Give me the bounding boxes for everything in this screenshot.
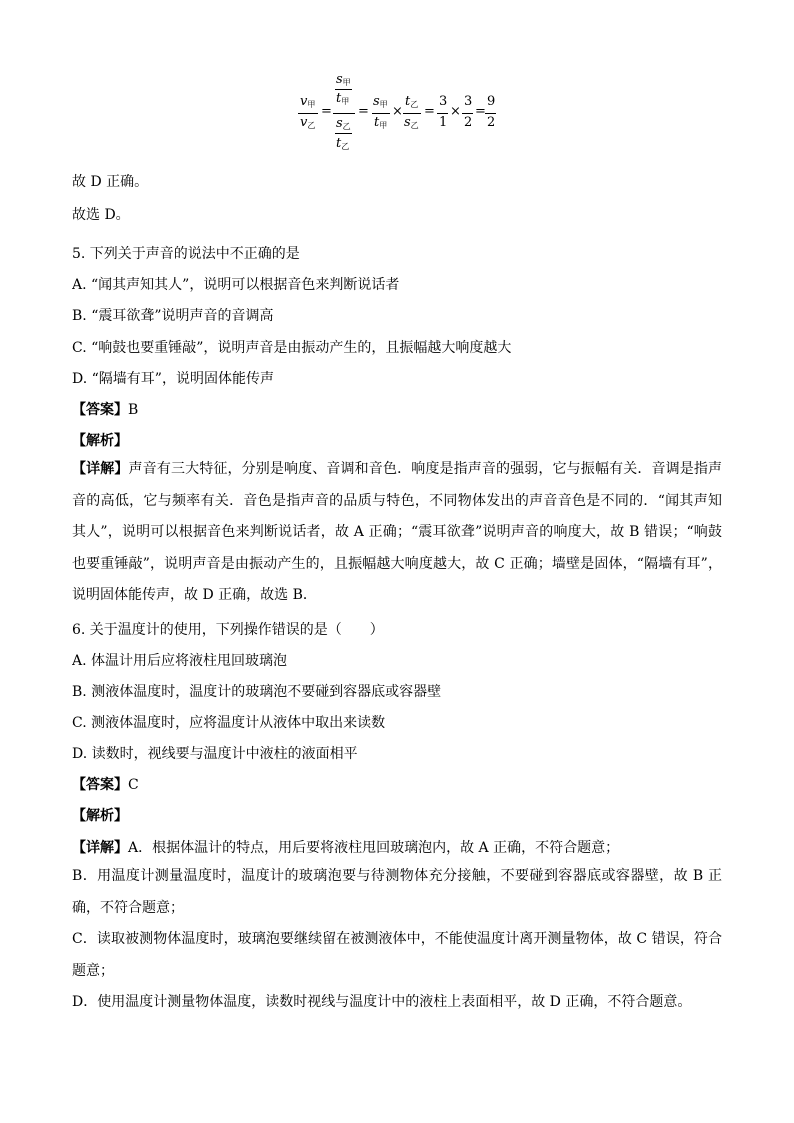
equals-sign: = bbox=[358, 104, 369, 119]
q5-answer bbox=[72, 400, 722, 420]
q5-option-b: B. “震耳欲聋”说明声音的音调高 bbox=[72, 308, 274, 324]
answer-value: B bbox=[128, 402, 139, 418]
equals-sign: = bbox=[424, 104, 435, 119]
equals-sign: = bbox=[475, 104, 486, 119]
formula-s-yi-2: $s_乙$ bbox=[404, 115, 419, 130]
denominator-2: 2 bbox=[464, 115, 473, 130]
equals-sign: = bbox=[321, 104, 332, 119]
formula-t-jia: $t_甲$ bbox=[336, 91, 350, 106]
speed-ratio-formula bbox=[298, 70, 518, 156]
fraction-bar bbox=[335, 133, 352, 134]
q4-conclusion: 故 D 正确。 bbox=[72, 174, 149, 190]
q6-option-a: A. 体温计用后应将液柱甩回玻璃泡 bbox=[72, 653, 288, 669]
denominator-1: 1 bbox=[439, 115, 448, 130]
q6-detail-d: D．使用温度计测量物体温度，读数时视线与温度计中的液柱上表面相平，故 D 正确，不符合题意。 bbox=[72, 994, 692, 1010]
q5-detail bbox=[72, 454, 722, 612]
times-sign: × bbox=[392, 104, 403, 119]
detail-label: 【详解】 bbox=[72, 461, 129, 477]
detail-text: 声音有三大特征，分别是响度、音调和音色．响度是指声音的强弱，它与振幅有关．音调是指声音的高低，它与频率有关．音色是指声音的品质与特色，不同物体发出的声音音色是不同的．“闻其声知其人”，说明可以根据音色来判断说话者，故 A 正确；“震耳欲聋”说明声音的响度大，故 B 错误；“响鼓也要重锤敲”，说明声音是由振动产生的，且振幅越大响度越大，故 C 正确；墙壁是固体，“隔墙有耳”，说明固体能传声，故 D 正确，故选 B． bbox=[72, 461, 723, 603]
formula-s-yi: $s_乙$ bbox=[336, 116, 351, 131]
q6-option-b: B. 测液体温度时，温度计的玻璃泡不要碰到容器底或容器壁 bbox=[72, 684, 442, 700]
q5-analysis-label: 【解析】 bbox=[72, 433, 128, 449]
formula-t-yi: $t_乙$ bbox=[336, 136, 350, 151]
q4-choice: 故选 D。 bbox=[72, 207, 130, 223]
answer-label: 【答案】 bbox=[72, 777, 128, 793]
q6-detail-a: 【详解】A．根据体温计的特点，用后要将液柱甩回玻璃泡内，故 A 正确，不符合题意； bbox=[72, 840, 620, 856]
denominator-2b: 2 bbox=[487, 115, 496, 130]
q6-analysis-label: 【解析】 bbox=[72, 808, 128, 824]
formula-t-yi-2: $t_乙$ bbox=[405, 94, 419, 109]
numerator-9: 9 bbox=[487, 94, 496, 109]
fraction-bar bbox=[462, 113, 473, 114]
formula-s-jia-top: $s_甲$ bbox=[336, 72, 351, 87]
q6-option-c: C. 测液体温度时，应将温度计从液体中取出来读数 bbox=[72, 715, 386, 731]
fraction-bar bbox=[298, 113, 318, 114]
formula-v-jia: $v_甲$ bbox=[300, 94, 316, 109]
q5-option-a: A. “闻其声知其人”，说明可以根据音色来判断说话者 bbox=[72, 277, 400, 293]
q6-stem: 6. 关于温度计的使用，下列操作错误的是（ ） bbox=[72, 622, 384, 638]
times-sign: × bbox=[450, 104, 461, 119]
fraction-bar bbox=[437, 113, 448, 114]
formula-v-yi: $v_乙$ bbox=[300, 115, 316, 130]
answer-value: C bbox=[128, 777, 139, 793]
q5-stem: 5. 下列关于声音的说法中不正确的是 bbox=[72, 246, 300, 262]
detail-label: 【详解】 bbox=[72, 840, 128, 856]
q6-detail-c: C．读取被测物体温度时，玻璃泡要继续留在被测液体中，不能使温度计离开测量物体，故 C 错误，符合题意； bbox=[72, 931, 722, 979]
answer-label: 【答案】 bbox=[72, 402, 128, 418]
fraction-bar bbox=[403, 113, 421, 114]
q6-option-d: D. 读数时，视线要与温度计中液柱的液面相平 bbox=[72, 746, 358, 762]
q6-answer bbox=[72, 775, 722, 795]
q5-option-c: C. “响鼓也要重锤敲”，说明声音是由振动产生的，且振幅越大响度越大 bbox=[72, 340, 512, 356]
formula-s-jia: $s_甲$ bbox=[373, 94, 388, 109]
numerator-3: 3 bbox=[439, 94, 448, 109]
fraction-bar bbox=[372, 113, 390, 114]
fraction-bar bbox=[333, 113, 355, 114]
fraction-bar bbox=[335, 89, 352, 90]
fraction-bar bbox=[485, 113, 496, 114]
numerator-3b: 3 bbox=[464, 94, 473, 109]
q6-detail-b: B．用温度计测量温度时，温度计的玻璃泡要与待测物体充分接触，不要碰到容器底或容器壁，故 B 正确，不符合题意； bbox=[72, 868, 722, 916]
formula-t-jia-2: $t_甲$ bbox=[374, 115, 388, 130]
q5-option-d: D. “隔墙有耳”，说明固体能传声 bbox=[72, 371, 274, 387]
